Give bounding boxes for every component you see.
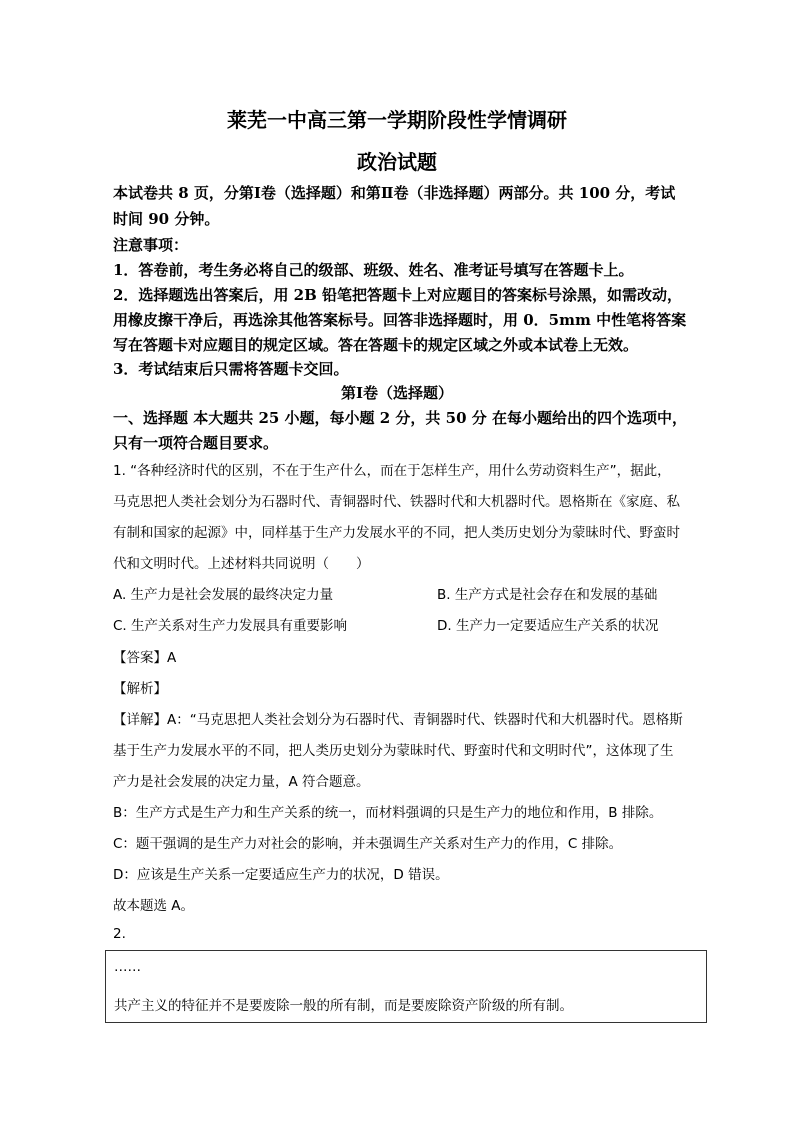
notice-heading: 注意事项： [113, 236, 189, 254]
q1-stem-line-3: 有制和国家的起源》中，同样基于生产力发展水平的不同，把人类历史划分为蒙昧时代、野蛮时 [113, 525, 680, 541]
q1-detail-line-2: 基于生产力发展水平的不同，把人类历史划分为蒙昧时代、野蛮时代和文明时代”，这体现了生 [113, 743, 674, 759]
notice-item-1: 1．答卷前，考生务必将自己的级部、班级、姓名、准考证号填写在答题卡上。 [113, 261, 634, 279]
q1-analysis-heading: 【解析】 [113, 681, 167, 697]
q1-conclusion: 故本题选 A。 [113, 898, 195, 914]
q1-option-d: D. 生产力一定要适应生产关系的状况 [437, 618, 659, 634]
q2-number: 2. [113, 926, 126, 942]
q1-stem-line-1: 1. “各种经济时代的区别，不在于生产什么，而在于怎样生产，用什么劳动资料生产”，据此， [113, 463, 671, 479]
notice-item-2-line-1: 2．选择题选出答案后，用 2B 铅笔把答题卡上对应题目的答案标号涂黑，如需改动， [113, 286, 683, 304]
section-desc-line-1: 一、选择题 本大题共 25 小题，每小题 2 分，共 50 分 在每小题给出的四个选项中， [113, 409, 687, 427]
q1-detail-d: D：应该是生产关系一定要适应生产力的状况，D 错误。 [113, 867, 449, 883]
q1-answer: 【答案】A [113, 650, 177, 666]
notice-item-3: 3．考试结束后只需将答题卡交回。 [113, 360, 349, 378]
intro-line-2: 时间 90 分钟。 [113, 210, 220, 228]
q1-stem-line-4: 代和文明时代。上述材料共同说明（ ） [113, 556, 370, 572]
q1-detail-c: C：题干强调的是生产力对社会的影响，并未强调生产关系对生产力的作用，C 排除。 [113, 836, 623, 852]
q1-detail-b: B：生产方式是生产力和生产关系的统一，而材料强调的只是生产力的地位和作用，B 排除。 [113, 805, 663, 821]
q1-detail-line-3: 产力是社会发展的决定力量，A 符合题意。 [113, 774, 370, 790]
q1-option-b: B. 生产方式是社会存在和发展的基础 [437, 587, 658, 603]
q2-material-ellipsis: …… [114, 959, 141, 975]
section-title: 第Ⅰ卷（选择题） [340, 384, 454, 402]
intro-line-1: 本试卷共 8 页，分第Ⅰ卷（选择题）和第Ⅱ卷（非选择题）两部分。共 100 分，考试 [113, 184, 676, 202]
q2-material-text: 共产主义的特征并不是要废除一般的所有制，而是要废除资产阶级的所有制。 [114, 998, 573, 1014]
q1-option-c: C. 生产关系对生产力发展具有重要影响 [113, 618, 348, 634]
notice-item-2-line-3: 写在答题卡对应题目的规定区域。答在答题卡的规定区域之外或本试卷上无效。 [113, 336, 639, 354]
notice-item-2-line-2: 用橡皮擦干净后，再选涂其他答案标号。回答非选择题时，用 0．5mm 中性笔将答案 [113, 311, 687, 329]
q1-stem-line-2: 马克思把人类社会划分为石器时代、青铜器时代、铁器时代和大机器时代。恩格斯在《家庭、私 [113, 494, 680, 510]
section-desc-line-2: 只有一项符合题目要求。 [113, 434, 279, 452]
page-subtitle: 政治试题 [357, 150, 437, 174]
q2-material-box [105, 950, 707, 1023]
page-title: 莱芜一中高三第一学期阶段性学情调研 [227, 108, 567, 132]
q1-option-a: A. 生产力是社会发展的最终决定力量 [113, 587, 334, 603]
q1-detail-line-1: 【详解】A：“马克思把人类社会划分为石器时代、青铜器时代、铁器时代和大机器时代。恩格斯 [113, 712, 683, 728]
